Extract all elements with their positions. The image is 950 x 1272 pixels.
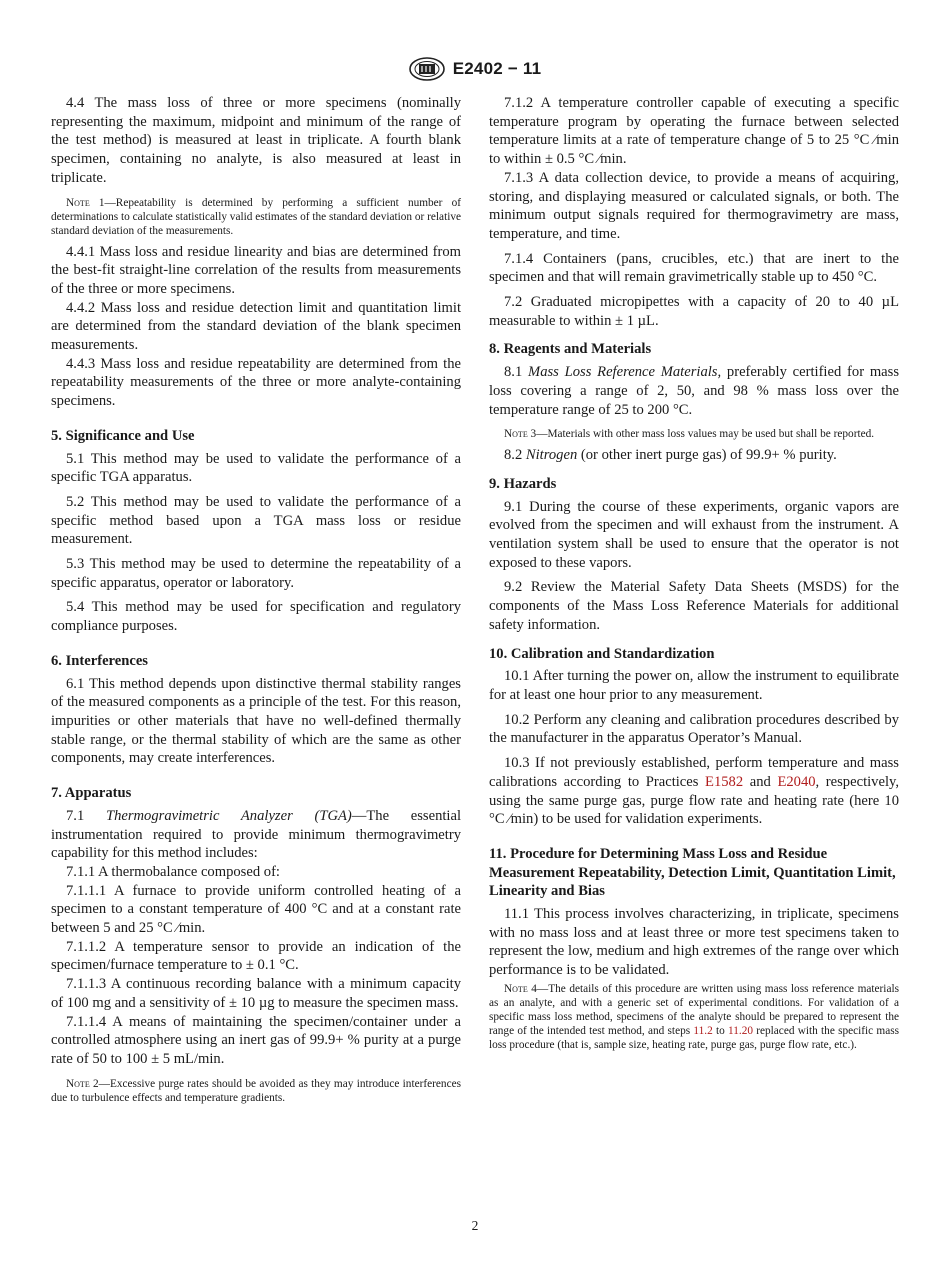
italic-term: Mass Loss Reference Materials, [528,364,722,381]
paragraph-8-2 [489,446,899,465]
note-4 [489,982,899,1052]
para-text: (or other inert purge gas) of 99.9+ % purity. [577,447,837,464]
para-number: 8.1 [504,364,529,381]
standard-designation: E2402 − 11 [452,59,542,78]
left-column [51,94,461,1110]
paragraph-7-1-1-2: 7.1.1.2 A temperature sensor to provide an indication of the specimen/furnace temperature to ± 0.1 °C. [51,938,461,974]
paragraph-5-3: 5.3 This method may be used to determine the repeatability of a specific apparatus, operator or laboratory. [51,556,461,591]
note-2 [51,1077,461,1105]
step-link-11-20[interactable]: 11.20 [728,1024,753,1037]
paragraph-4-4: 4.4 The mass loss of three or more specimens (nominally representing the maximum, midpoint and minimum of the range of the test method) is measured at least in triplicate. A fourth blank specimen, containing no analyte, is also measured at least in triplicate. [51,95,461,186]
paragraph-8-1 [489,363,899,419]
reference-link-e1582[interactable]: E1582 [705,773,744,790]
note-1 [51,196,461,238]
italic-term: Thermogravimetric Analyzer (TGA) [105,807,352,824]
section-heading-6: 6. Interferences [51,652,148,669]
note-3 [489,427,899,441]
note-text: 4—The details of this procedure are written using mass loss reference materials as an analyte, and with a generic set of experimental conditions. For validation of a specific mass loss method, specimens of the analyte should be prepared to represent the range of the intended test method, and steps [489,982,899,1037]
paragraph-4-4-3: 4.4.3 Mass loss and residue repeatability are determined from the repeatability measurements of the three or more analyte-containing specimens. [51,355,461,410]
paragraph-11-1: 11.1 This process involves characterizing, in triplicate, specimens with no mass loss and at least three or more test specimens taken to represent the low, medium and high extremes of the range over which performance is to be validated. [489,906,899,979]
paragraph-6-1: 6.1 This method depends upon distinctive thermal stability ranges of the measured components as a principle of the test. For this reason, impurities or other materials that have no well-defined thermally stable range, or the thermal stability of which are the same as other components, may create interferences. [51,675,461,767]
paragraph-7-1-1-1: 7.1.1.1 A furnace to provide uniform controlled heating of a specimen to a constant temperature of 400 °C and at a constant rate between 5 and 25 °C ⁄min. [51,882,461,937]
para-text: —The essential instrumentation required to provide minimum thermogravimetry capability for this method includes: [51,807,462,862]
note-label: Note [66,196,90,209]
paragraph-7-1-4: 7.1.4 Containers (pans, crucibles, etc.) that are inert to the specimen and that will remain gravimetrically stable up to 450 °C. [489,250,899,286]
paragraph-7-1 [51,807,461,863]
paragraph-7-1-2: 7.1.2 A temperature controller capable of executing a specific temperature program by operating the furnace between selected temperature limits at a rate of temperature change of 5 to 25 °C ⁄min to within ± 0.5 °C ⁄min. [489,95,899,168]
para-number: 8.2 [504,447,526,464]
reference-link-e2040[interactable]: E2040 [777,773,816,790]
step-link-11-2[interactable]: 11.2 [693,1024,713,1037]
paragraph-5-4: 5.4 This method may be used for specification and regulatory compliance purposes. [51,599,461,635]
paragraph-10-1: 10.1 After turning the power on, allow the instrument to equilibrate for at least one hour prior to any measurement. [489,668,899,703]
note-label: Note [504,982,528,995]
section-heading-10: 10. Calibration and Standardization [489,645,715,662]
paragraph-10-3 [489,754,899,829]
note-label: Note [66,1077,90,1090]
astm-logo-icon [409,57,445,81]
italic-term: Nitrogen [525,447,578,464]
section-heading-11: 11. Procedure for Determining Mass Loss and Residue Measurement Repeatability, Detection Limit, Quantitation Limit, Linearity and Bias [489,845,896,900]
para-number: 7.1 [66,807,106,824]
section-heading-5: 5. Significance and Use [51,427,195,444]
paragraph-9-1: 9.1 During the course of these experiments, organic vapors are evolved from the specimen and will exhaust from the instrument. A ventilation system shall be used to ensure that the operator is not exposed to these vapors. [489,498,899,571]
paragraph-10-2: 10.2 Perform any cleaning and calibration procedures described by the manufacturer in the apparatus Operator’s Manual. [489,711,899,747]
para-text: 10.3 If not previously established, perform temperature and mass calibrations according to Practices [489,755,899,790]
paragraph-4-4-1: 4.4.1 Mass loss and residue linearity and bias are determined from the best-fit straight-line correlation of the results from measurements of the three or more specimens. [51,243,461,297]
section-heading-8: 8. Reagents and Materials [489,341,652,358]
para-text: preferably certified for mass loss covering a range of 2, 50, and 98 % mass loss over the temperature range of 25 to 200 °C. [489,364,900,418]
section-heading-9: 9. Hazards [489,475,557,492]
paragraph-7-2: 7.2 Graduated micropipettes with a capacity of 20 to 40 µL measurable to within ± 1 µL. [489,294,899,329]
section-heading-7: 7. Apparatus [51,785,132,802]
paragraph-5-1: 5.1 This method may be used to validate the performance of a specific TGA apparatus. [51,450,461,486]
right-column [489,94,899,1057]
page-header [0,56,950,82]
para-text: and [743,773,778,790]
paragraph-7-1-1-4: 7.1.1.4 A means of maintaining the specimen/container under a controlled atmosphere using an inert gas of 99.9+ % purity at a purge rate of 50 to 100 ± 5 mL/min. [51,1013,461,1067]
note-text: replaced with the specific mass loss procedure (that is, sample size, heating rate, purge gas, purge flow rate, etc.). [489,1024,900,1051]
note-text: 3—Materials with other mass loss values may be used but shall be reported. [527,428,875,441]
paragraph-5-2: 5.2 This method may be used to validate the performance of a specific method based upon a TGA mass loss or residue measurement. [51,493,461,548]
paragraph-4-4-2: 4.4.2 Mass loss and residue detection limit and quantitation limit are determined from the standard deviation of the blank specimen measurements. [51,299,461,354]
note-text: 2—Excessive purge rates should be avoided as they may introduce interferences due to turbulence effects and temperature gradients. [51,1077,461,1104]
note-text: to [712,1024,728,1037]
note-label: Note [504,428,528,441]
paragraph-7-1-3: 7.1.3 A data collection device, to provide a means of acquiring, storing, and displaying measured or calculated signals, or both. The minimum output signals required for thermogravimetry are mass, temperature, and time. [489,169,899,242]
para-text: , respectively, using the same purge gas, purge flow rate and heating rate (here 10 °C ⁄min) to be used for validation experiments. [489,773,899,828]
paragraph-7-1-1-3: 7.1.1.3 A continuous recording balance with a minimum capacity of 100 mg and a sensitivity of ± 10 µg to measure the specimen mass. [51,976,461,1011]
note-text: 1—Repeatability is determined by performing a sufficient number of determinations to calculate statistically valid estimates of the standard deviation or relative standard deviation of the measurements. [51,196,462,237]
page-number: 2 [471,1218,479,1233]
paragraph-7-1-1: 7.1.1 A thermobalance composed of: [66,863,280,880]
paragraph-9-2: 9.2 Review the Material Safety Data Sheets (MSDS) for the components of the Mass Loss Reference Materials for additional safety information. [489,579,899,633]
